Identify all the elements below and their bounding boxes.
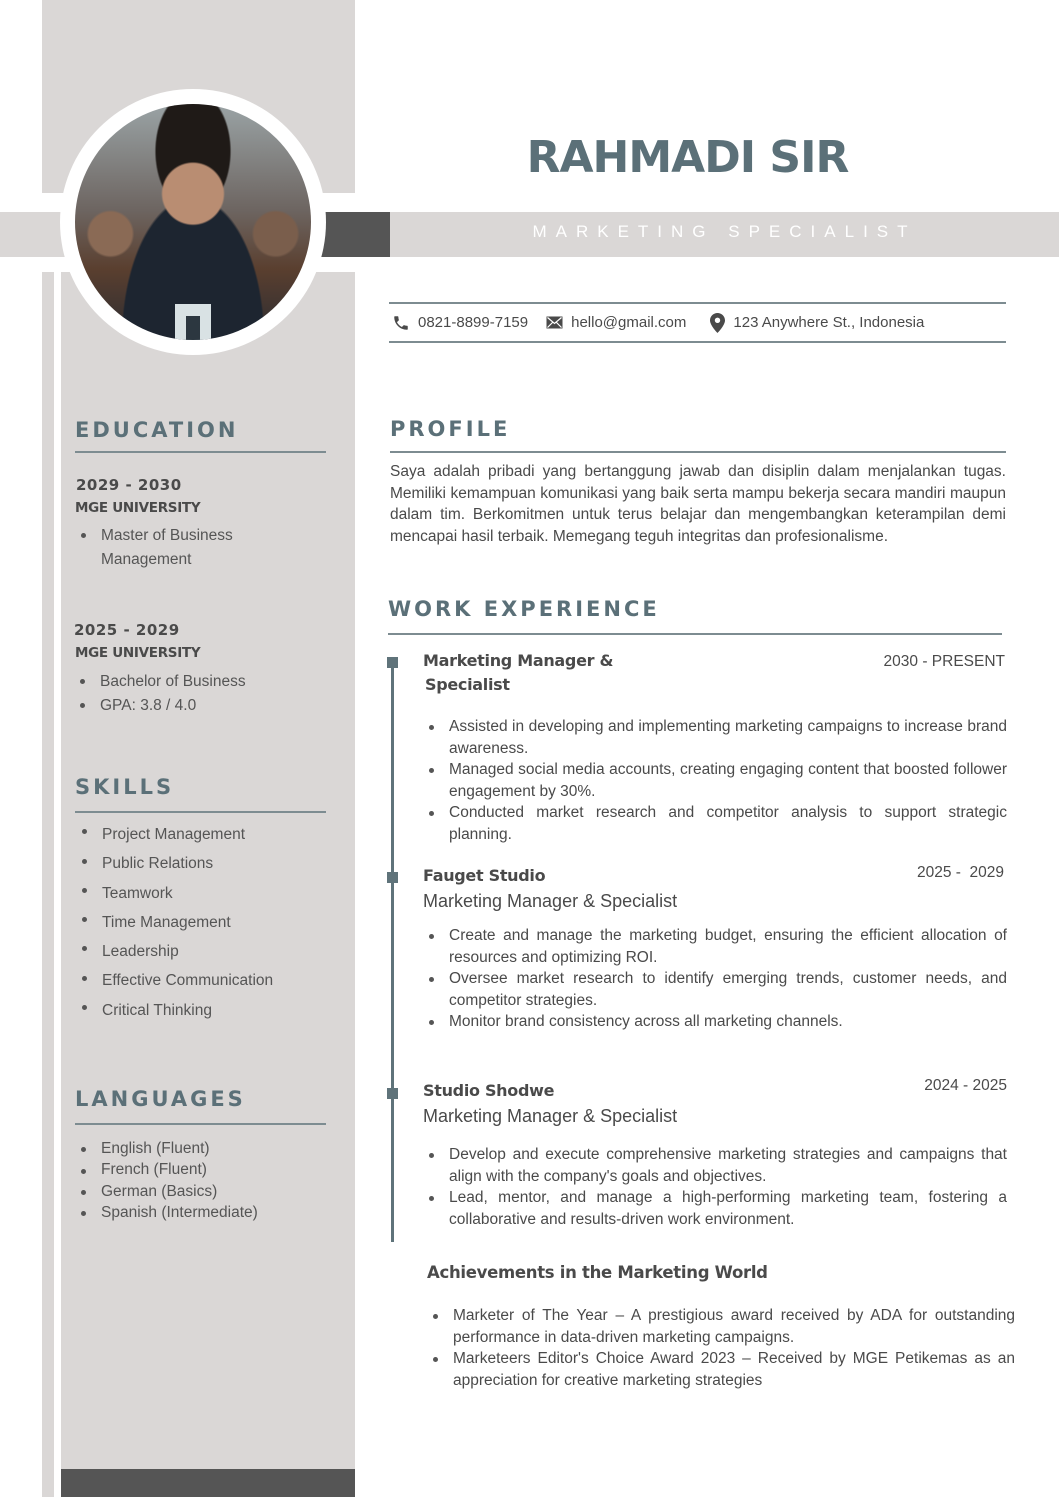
job-bullet: Lead, mentor, and manage a high-performing marketing team, fostering a collaborative and results-driven work environment.	[423, 1187, 1007, 1230]
achievement-item: Marketer of The Year – A prestigious award received by ADA for outstanding performance in data-driven marketing campaigns.	[427, 1305, 1015, 1348]
education-school: MGE UNIVERSITY	[75, 645, 201, 661]
job-dates: 2024 - 2025	[924, 1077, 1007, 1094]
contact-email	[546, 314, 686, 331]
language-item: English (Fluent)	[75, 1138, 345, 1159]
skill-item: Effective Communication	[76, 966, 336, 995]
job-bullet: Develop and execute comprehensive marketing strategies and campaigns that align with the company's goals and objectives.	[423, 1144, 1007, 1187]
education-years: 2025 - 2029	[74, 621, 180, 639]
timeline-line	[391, 662, 394, 1242]
skill-item: Leadership	[76, 937, 336, 966]
job-dates: 2030 - PRESENT	[883, 653, 1005, 670]
skill-item: Time Management	[76, 908, 336, 937]
job-entry	[423, 864, 1007, 1033]
job-dates: 2025 - 2029	[916, 864, 1004, 881]
profile-summary: Saya adalah pribadi yang bertanggung jawab dan disiplin dalam menjalankan tugas. Memiliki kemampuan komunikasi yang baik serta mampu bekerja secara mandiri maupun dalam tim. Berkomitmen untuk terus belajar dan mengembangkan keterampilan demi mencapai hasil terbaik. Memegang teguh integritas dan profesionalisme.	[390, 463, 1006, 545]
job-bullet: Create and manage the marketing budget, ensuring the efficient allocation of resources and optimizing ROI.	[423, 925, 1007, 968]
education-details	[75, 524, 275, 572]
timeline-marker	[387, 657, 398, 668]
job-bullets	[423, 1144, 1007, 1230]
skill-item: Project Management	[76, 820, 336, 849]
education-detail: GPA: 3.8 / 4.0	[74, 694, 334, 718]
job-company: Studio Shodwe	[423, 1081, 555, 1100]
education-years: 2029 - 2030	[76, 476, 182, 494]
skills-heading: SKILLS	[75, 775, 175, 799]
languages-list	[75, 1138, 345, 1223]
languages-section	[75, 1087, 326, 1125]
photo-tie	[186, 316, 200, 340]
language-item: German (Basics)	[75, 1181, 345, 1202]
job-title: MARKETING SPECIALIST	[532, 222, 917, 241]
job-entry	[423, 1079, 1007, 1230]
skill-item: Teamwork	[76, 879, 336, 908]
job-bullet: Monitor brand consistency across all marketing channels.	[423, 1011, 1007, 1033]
job-position-line: Marketing Manager &	[423, 651, 614, 670]
education-school: MGE UNIVERSITY	[75, 500, 201, 516]
job-company: Fauget Studio	[423, 866, 546, 885]
job-position-line: Specialist	[425, 675, 510, 694]
profile-section	[390, 417, 1006, 547]
achievements-list	[427, 1305, 1015, 1391]
job-role: Marketing Manager & Specialist	[423, 1106, 678, 1126]
job-bullets	[423, 925, 1007, 1033]
job-bullets	[423, 716, 1007, 845]
education-entry	[74, 621, 334, 718]
achievements-heading: Achievements in the Marketing World	[427, 1263, 768, 1282]
education-detail: Bachelor of Business	[74, 670, 334, 694]
work-divider	[388, 633, 1002, 635]
skills-section	[75, 775, 326, 813]
contact-address	[710, 313, 924, 333]
job-bullet: Assisted in developing and implementing marketing campaigns to increase brand awareness.	[423, 716, 1007, 759]
title-band-dark-accent	[318, 212, 390, 257]
education-entry	[75, 476, 335, 572]
education-section	[75, 418, 326, 453]
address: 123 Anywhere St., Indonesia	[733, 314, 925, 331]
skills-divider	[75, 811, 326, 813]
skill-item: Critical Thinking	[76, 996, 336, 1025]
timeline-marker	[387, 1088, 398, 1099]
job-bullet: Managed social media accounts, creating engaging content that boosted follower engagement by 30%.	[423, 759, 1007, 802]
timeline-marker	[387, 872, 398, 883]
phone-icon	[392, 314, 410, 332]
job-header	[423, 864, 1007, 888]
profile-photo	[75, 104, 311, 340]
mail-icon	[546, 316, 563, 329]
contact-bar	[389, 302, 1006, 343]
job-role: Marketing Manager & Specialist	[423, 891, 678, 911]
work-heading: WORK EXPERIENCE	[388, 597, 660, 621]
languages-divider	[75, 1123, 326, 1125]
email-address: hello@gmail.com	[571, 314, 687, 331]
contact-phone	[392, 314, 528, 332]
candidate-name: RAHMADI SIR	[526, 132, 849, 183]
location-pin-icon	[710, 313, 725, 333]
job-entry	[423, 649, 1007, 845]
work-section	[388, 597, 1002, 635]
phone-number: 0821-8899-7159	[418, 314, 529, 331]
achievements-section	[427, 1261, 1015, 1391]
skill-item: Public Relations	[76, 849, 336, 878]
job-bullet: Conducted market research and competitor analysis to support strategic planning.	[423, 802, 1007, 845]
profile-divider	[390, 451, 1006, 453]
sidebar-bottom-bar	[61, 1469, 355, 1497]
education-divider	[75, 451, 326, 453]
languages-heading: LANGUAGES	[75, 1087, 246, 1111]
profile-heading: PROFILE	[390, 417, 511, 441]
language-item: Spanish (Intermediate)	[75, 1202, 345, 1223]
job-header	[423, 1079, 1007, 1103]
job-bullet: Oversee market research to identify emerging trends, customer needs, and competitor strategies.	[423, 968, 1007, 1011]
job-header	[423, 649, 1007, 697]
achievement-item: Marketeers Editor's Choice Award 2023 – Received by MGE Petikemas as an appreciation for creative marketing strategies	[427, 1348, 1015, 1391]
education-detail: Master of Business Management	[75, 524, 275, 572]
education-heading: EDUCATION	[75, 418, 239, 442]
sidebar-strip	[42, 272, 54, 1497]
job-position	[423, 649, 613, 697]
language-item: French (Fluent)	[75, 1159, 345, 1180]
education-details	[74, 670, 334, 718]
skills-list	[76, 820, 336, 1025]
